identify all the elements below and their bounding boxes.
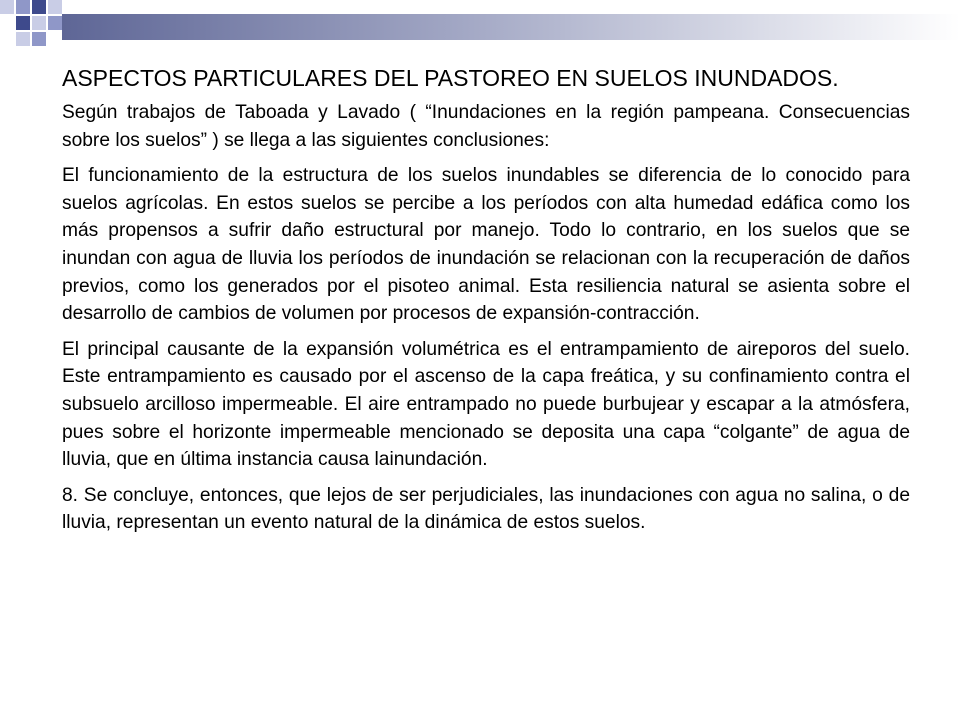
header-decoration: [0, 0, 960, 60]
deco-square-mid-2: [48, 16, 62, 30]
header-gradient-bar: [62, 14, 960, 40]
paragraph-expansion: El principal causante de la expansión volumétrica es el entrampamiento de aireporos del suelo. Este entrampamiento es causado por el ascenso de la capa freática, y su confinamiento contra el subsuelo arcilloso impermeable. El aire entrampado no puede burbujear y escapar a la atmósfera, pues sobre el horizonte impermeable mencionado se deposita una capa “colgante” de agua de lluvia, que en última instancia causa lainundación.: [62, 338, 910, 471]
slide-content: [62, 64, 910, 545]
deco-square-mid-3: [32, 32, 46, 46]
deco-square-dark-2: [16, 16, 30, 30]
deco-square-light-1: [0, 0, 14, 14]
paragraph-conclusion: 8. Se concluye, entonces, que lejos de ser perjudiciales, las inundaciones con agua no salina, o de lluvia, representan un evento natural de la dinámica de estos suelos.: [62, 484, 910, 534]
deco-square-dark-1: [32, 0, 46, 14]
deco-square-light-2: [48, 0, 62, 14]
deco-square-light-3: [32, 16, 46, 30]
paragraph-intro: Según trabajos de Taboada y Lavado ( “Inundaciones en la región pampeana. Consecuencias sobre los suelos” ) se llega a las siguientes conclusiones:: [62, 102, 910, 151]
deco-square-mid-1: [16, 0, 30, 14]
slide-title: ASPECTOS PARTICULARES DEL PASTOREO EN SUELOS INUNDADOS.: [62, 65, 839, 91]
deco-square-light-4: [16, 32, 30, 46]
paragraph-structure: El funcionamiento de la estructura de los suelos inundables se diferencia de lo conocido para suelos agrícolas. En estos suelos se percibe a los períodos con alta humedad edáfica como los más propensos a sufrir daño estructural por manejo. Todo lo contrario, en los suelos que se inundan con agua de lluvia los períodos de inundación se relacionan con la recuperación de daños previos, como los generados por el pisoteo animal. Esta resiliencia natural se asienta sobre el desarrollo de cambios de volumen por procesos de expansión-contracción.: [62, 165, 910, 325]
